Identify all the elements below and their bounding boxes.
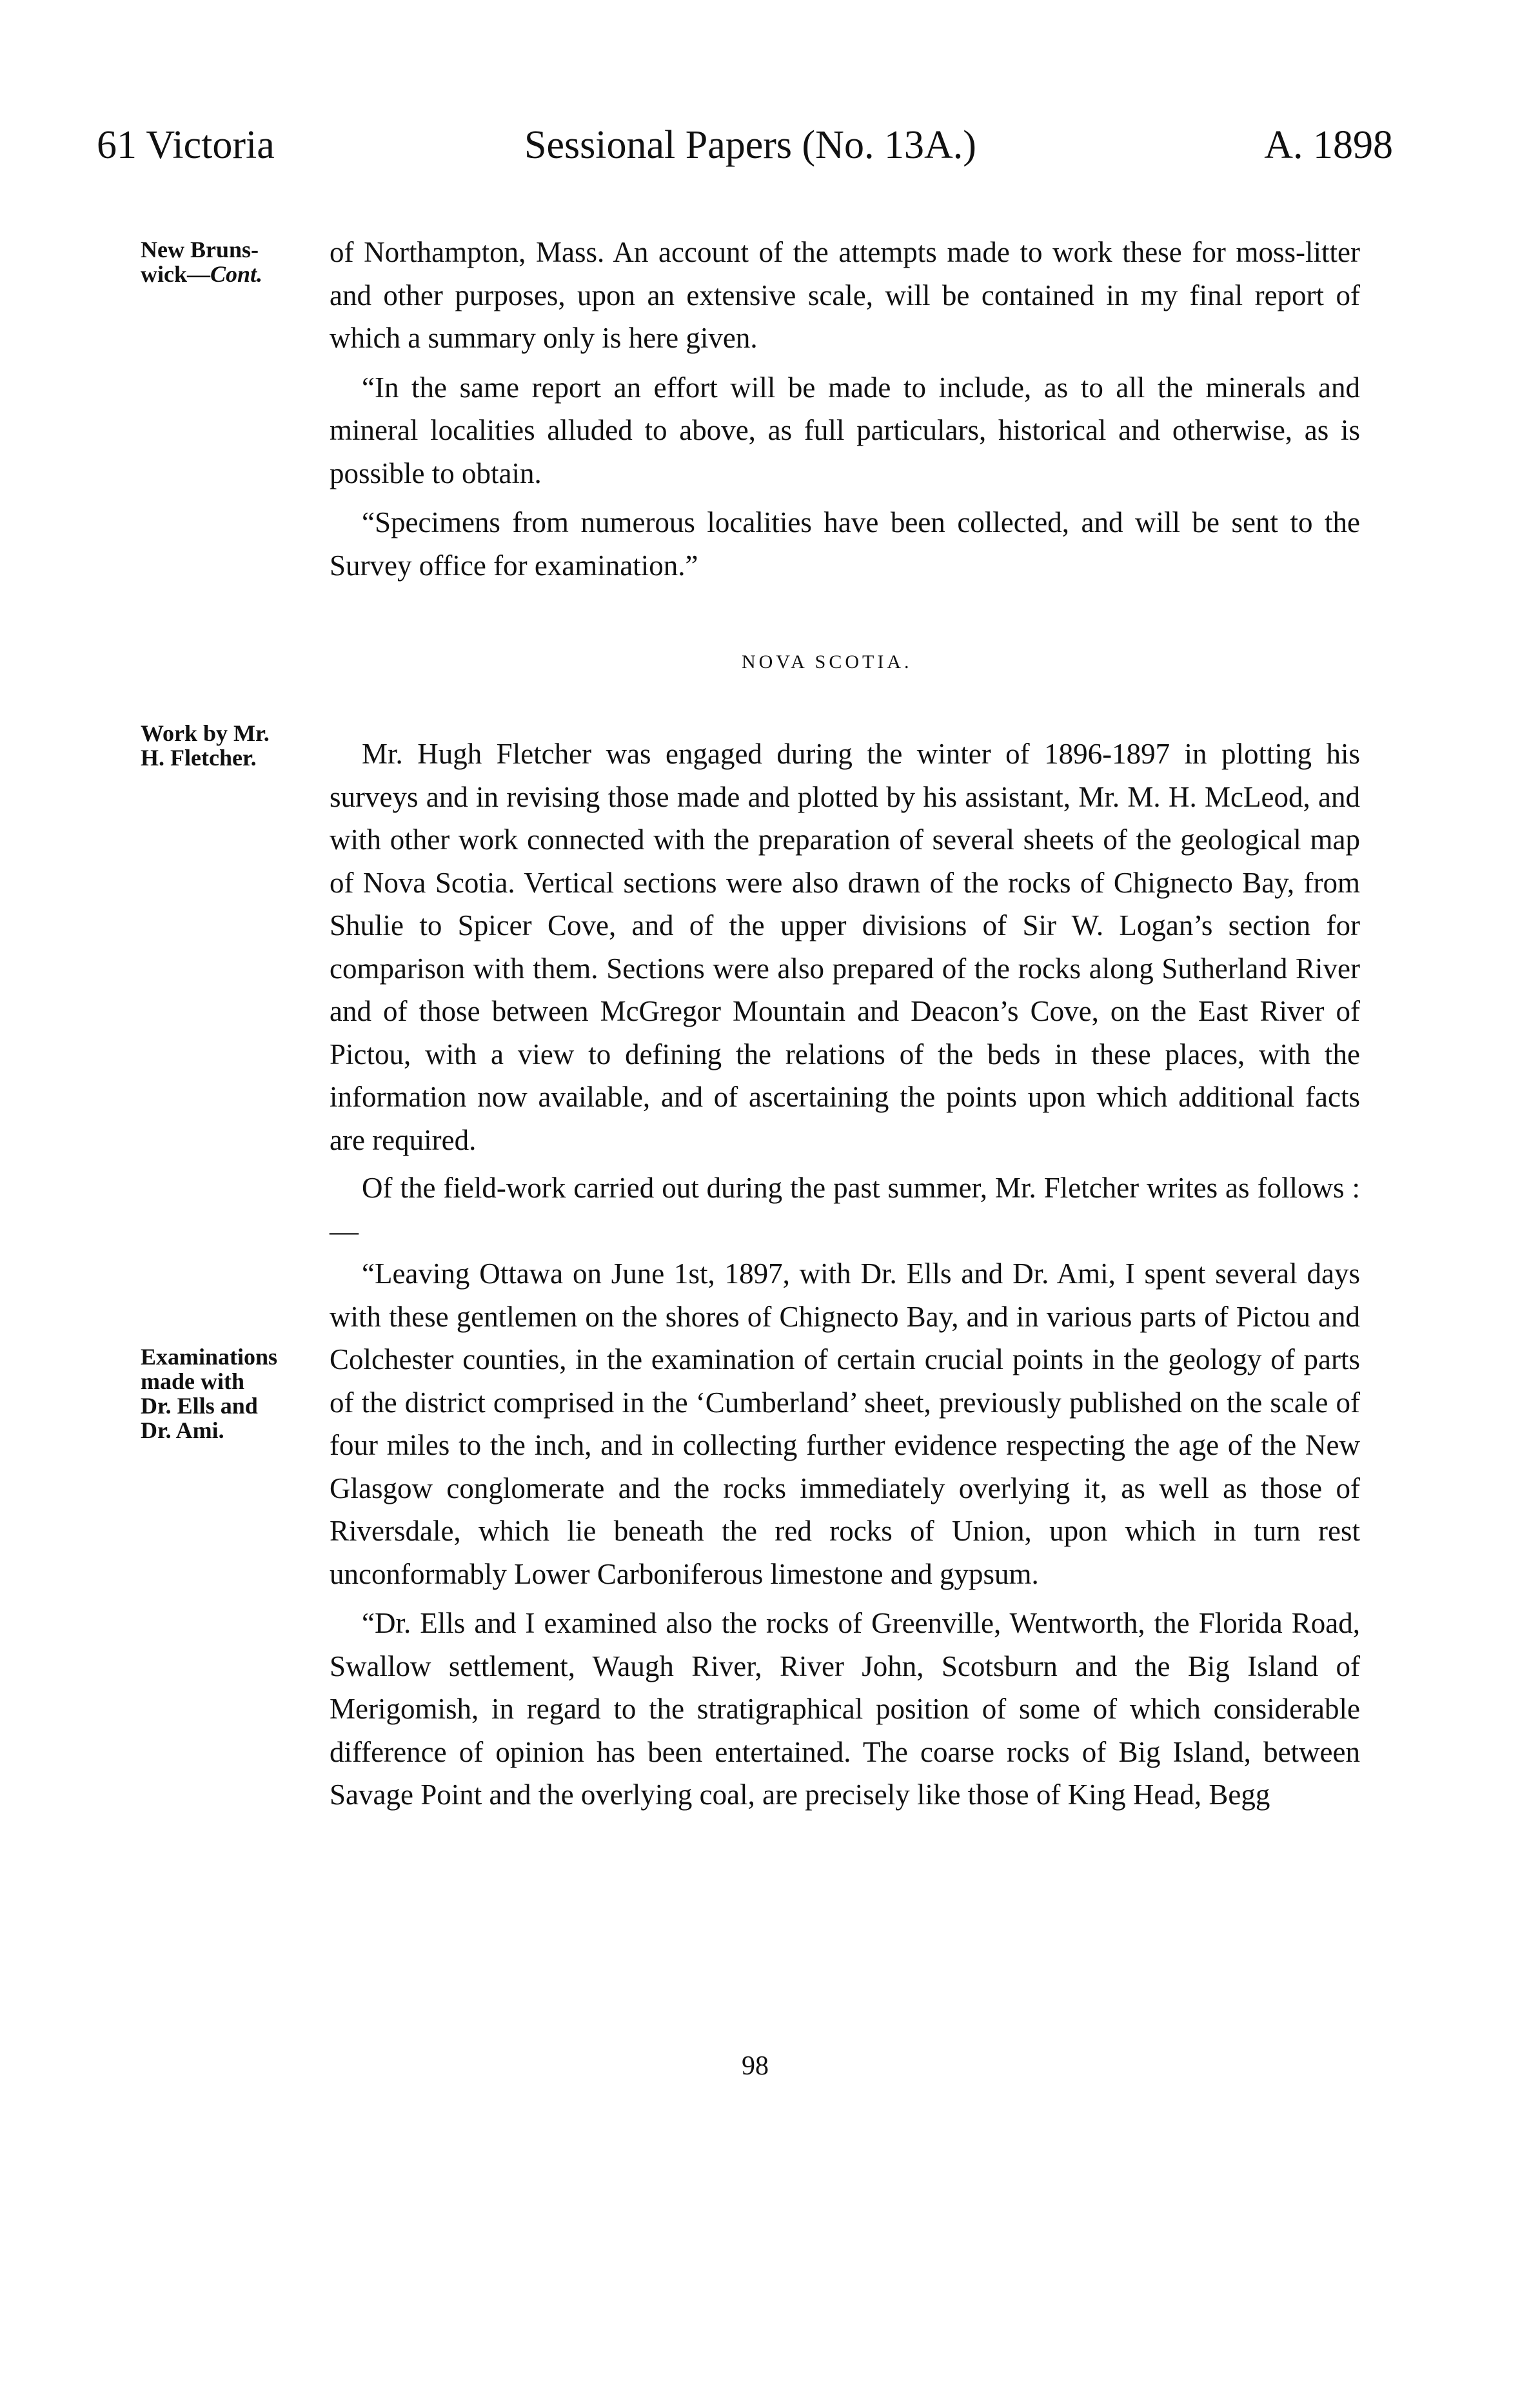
paragraph: of Northampton, Mass. An account of the attempts made to work these for moss-litter and other purposes, upon an extensive scale, will be contained in my final report of which a summary only is here given.	[330, 236, 1360, 354]
running-header	[97, 116, 1393, 174]
sidenote-text-italic: Cont.	[210, 261, 263, 287]
sidenote-new-brunswick	[141, 237, 328, 286]
sidenote-text: wick—	[141, 261, 210, 287]
sidenote-line: New Bruns-	[141, 237, 259, 262]
paragraph: Mr. Hugh Fletcher was engaged during the winter of 1896-1897 in plotting his surveys and in revising those made and plotted by his assistant, Mr. M. H. McLeod, and with other work connected with the preparation of several sheets of the geological map of Nova Scotia. Vertical sections were also drawn of the rocks of Chignecto Bay, from Shulie to Spicer Cove, and of the upper divisions of Sir W. Logan’s section for comparison with them. Sections were also prepared of the rocks along Sutherland River and of those between McGregor Mountain and Deacon’s Cove, on the East River of Pictou, with a view to defining the relations of the beds in these places, with the information now available, and of ascertaining the points upon which additional facts are required.	[330, 738, 1360, 1156]
body-block-nova-scotia	[330, 733, 1360, 1817]
header-year: A. 1898	[1264, 123, 1393, 167]
paragraph: “Dr. Ells and I examined also the rocks of Greenville, Wentworth, the Florida Road, Swallow settlement, Waugh River, River John, Scotsburn and the Big Island of Merigomish, in regard to the stratigraphical position of some of which considerable difference of opinion has been entertained. The coarse rocks of Big Island, between Savage Point and the overlying coal, are precisely like those of King Head, Begg	[330, 1607, 1360, 1811]
header-title: Sessional Papers (No. 13A.)	[524, 123, 976, 167]
sidenote-line: H. Fletcher.	[141, 745, 257, 771]
sidenote-line: Work by Mr.	[141, 720, 270, 746]
paragraph: “In the same report an effort will be made to include, as to all the minerals and mineral localities alluded to above, as full particulars, historical and otherwise, as is possible to obtain.	[330, 371, 1360, 489]
sidenote-examinations	[141, 1345, 328, 1443]
sidenote-line: Dr. Ells and	[141, 1393, 258, 1419]
sidenote-line: Examinations	[141, 1344, 278, 1370]
paragraph: Of the field-work carried out during the past summer, Mr. Fletcher writes as follows :—	[330, 1172, 1360, 1247]
sidenote-work-by-fletcher	[141, 721, 328, 770]
paragraph: “Leaving Ottawa on June 1st, 1897, with Dr. Ells and Dr. Ami, I spent several days with these gentlemen on the shores of Chignecto Bay, and in various parts of Pictou and Colchester counties, in the examination of certain crucial points in the geology of parts of the district comprised in the ‘Cumberland’ sheet, previously published on the scale of four miles to the inch, and in collecting further evidence respecting the age of the New Glasgow conglomerate and the rocks immediately overlying it, as well as those of Riversdale, which lie beneath the red rocks of Union, upon which in turn rest unconformably Lower Carboniferous limestone and gypsum.	[330, 1257, 1360, 1590]
section-heading: NOVA SCOTIA.	[742, 651, 913, 673]
sidenote-line: made with	[141, 1368, 244, 1394]
sidenote-line: Dr. Ami.	[141, 1417, 224, 1443]
paragraph: “Specimens from numerous localities have been collected, and will be sent to the Survey office for examination.”	[330, 506, 1360, 582]
header-volume: 61 Victoria	[97, 123, 275, 167]
body-block-new-brunswick	[330, 231, 1360, 587]
page-number: 98	[742, 2051, 769, 2081]
sidenote-line	[141, 262, 328, 286]
